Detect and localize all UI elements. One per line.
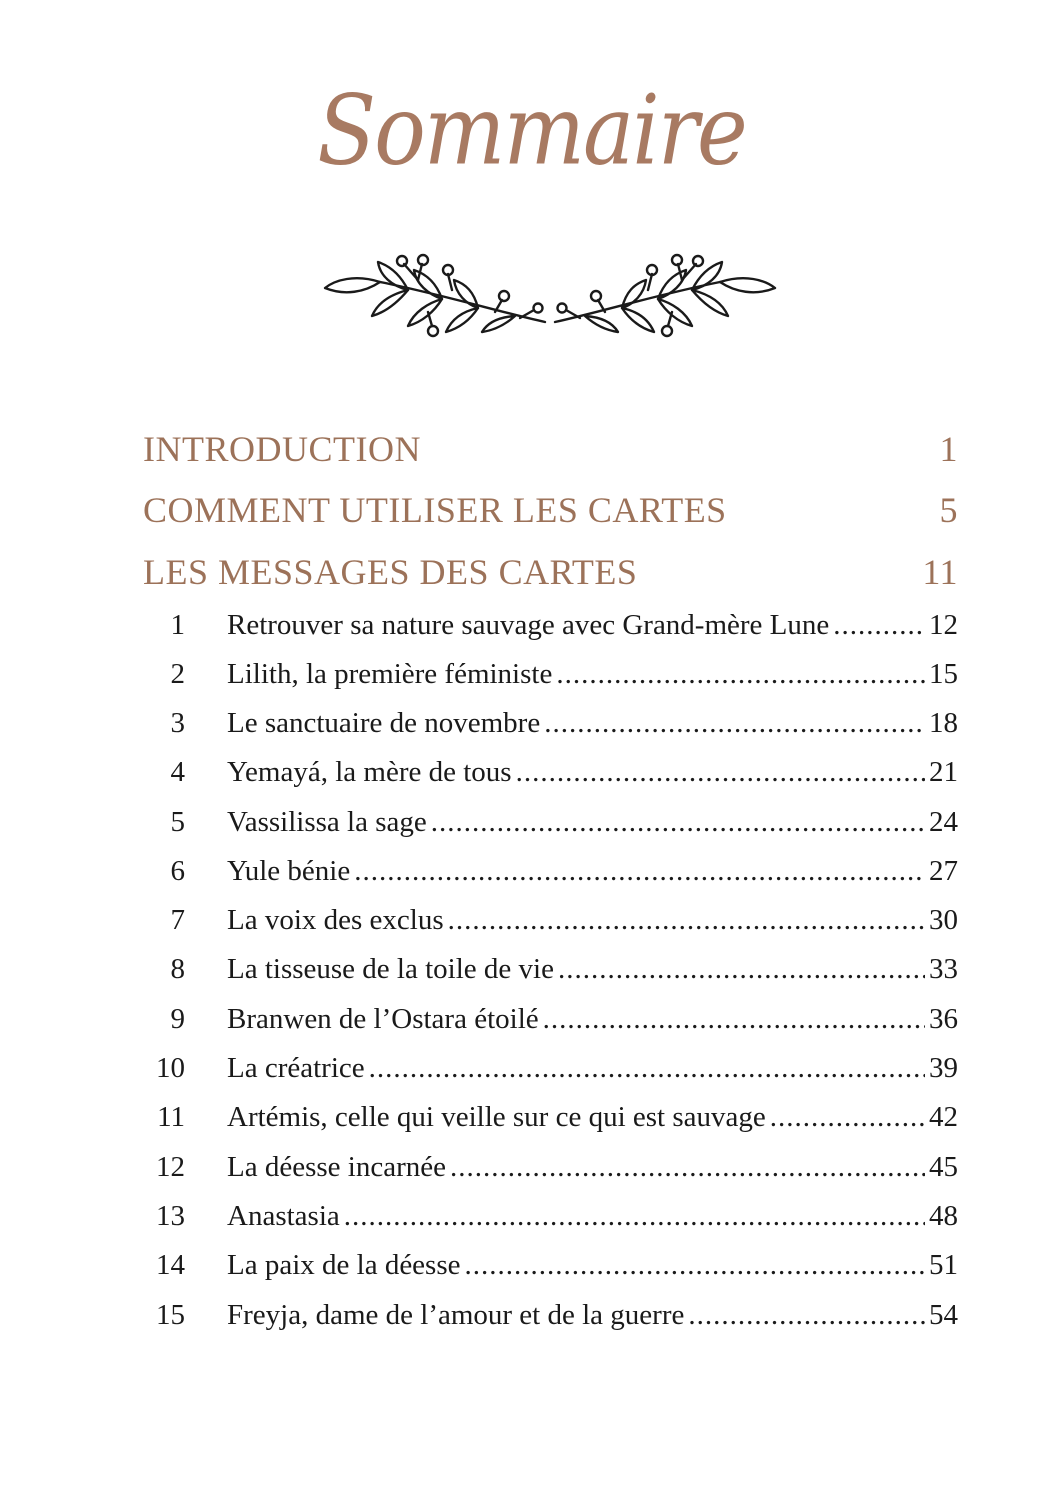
toc-entry[interactable] [143,602,958,642]
dot-leader [448,904,925,937]
entry-number: 8 [170,953,185,985]
entry-title: Lilith, la première féministe [227,658,553,690]
entry-number: 10 [156,1052,185,1084]
entry-number: 15 [156,1299,185,1331]
toc-section[interactable] [143,543,958,593]
entry-title: Freyja, dame de l’amour et de la guerre [227,1299,685,1331]
entry-page-number: 45 [929,1151,958,1183]
section-page-number: 5 [939,490,958,530]
entry-number: 11 [157,1101,185,1133]
toc-entry[interactable] [143,1094,958,1134]
entry-title: La voix des exclus [227,904,444,936]
dot-leader [431,806,925,839]
entry-page-number: 42 [929,1101,958,1133]
toc-entry[interactable] [143,651,958,691]
entry-page-number: 18 [929,707,958,739]
entry-number: 6 [170,855,185,887]
entry-page-number: 33 [929,953,958,985]
entry-title: Yemayá, la mère de tous [227,756,512,788]
dot-leader [833,609,925,642]
entry-page-number: 39 [929,1052,958,1084]
toc-section[interactable] [143,420,958,470]
toc-section[interactable] [143,481,958,531]
entry-title: Anastasia [227,1200,340,1232]
entry-title: Artémis, celle qui veille sur ce qui est sauvage [227,1101,766,1133]
entry-number: 3 [170,707,185,739]
dot-leader [770,1101,925,1134]
entry-title: La déesse incarnée [227,1151,446,1183]
section-page-number: 11 [922,552,958,592]
dot-leader [543,1003,925,1036]
toc-entry[interactable] [143,749,958,789]
entry-number: 7 [170,904,185,936]
entry-page-number: 30 [929,904,958,936]
toc-entry[interactable] [143,996,958,1036]
toc-entry[interactable] [143,1193,958,1233]
dot-leader [558,953,925,986]
dot-leader [369,1052,925,1085]
entry-number: 9 [170,1003,185,1035]
entry-title: La tisseuse de la toile de vie [227,953,554,985]
dot-leader [688,1299,925,1332]
toc-entry[interactable] [143,799,958,839]
entry-page-number: 51 [929,1249,958,1281]
toc-entry[interactable] [143,897,958,937]
entry-number: 4 [170,756,185,788]
toc-entry[interactable] [143,848,958,888]
entry-title: La créatrice [227,1052,365,1084]
section-page-number: 1 [939,429,958,469]
dot-leader [556,658,925,691]
entry-page-number: 27 [929,855,958,887]
entry-page-number: 15 [929,658,958,690]
entry-title: Yule bénie [227,855,351,887]
dot-leader [450,1151,925,1184]
page-title: Sommaire [317,75,746,187]
entry-page-number: 21 [929,756,958,788]
dot-leader [354,855,925,888]
entry-number: 1 [170,609,185,641]
entry-title: Vassilissa la sage [227,806,427,838]
dot-leader [516,756,925,789]
entry-number: 5 [170,806,185,838]
section-title: INTRODUCTION [143,429,421,469]
toc-entry[interactable] [143,1242,958,1282]
entry-title: La paix de la déesse [227,1249,461,1281]
dot-leader [344,1200,925,1233]
entry-title: Retrouver sa nature sauvage avec Grand-mère Lune [227,609,830,641]
entry-title: Le sanctuaire de novembre [227,707,541,739]
toc-entry[interactable] [143,1144,958,1184]
toc-entry[interactable] [143,700,958,740]
toc-entry[interactable] [143,1292,958,1332]
entry-number: 2 [170,658,185,690]
entry-page-number: 48 [929,1200,958,1232]
entry-number: 12 [156,1151,185,1183]
entry-number: 14 [156,1249,185,1281]
entry-page-number: 24 [929,806,958,838]
section-title: LES MESSAGES DES CARTES [143,552,638,592]
section-title: COMMENT UTILISER LES CARTES [143,490,727,530]
entry-page-number: 12 [929,609,958,641]
dot-leader [544,707,925,740]
entry-page-number: 54 [929,1299,958,1331]
entry-number: 13 [156,1200,185,1232]
entry-page-number: 36 [929,1003,958,1035]
dot-leader [465,1249,925,1282]
toc-entry[interactable] [143,1045,958,1085]
entry-title: Branwen de l’Ostara étoilé [227,1003,539,1035]
toc-entry[interactable] [143,946,958,986]
